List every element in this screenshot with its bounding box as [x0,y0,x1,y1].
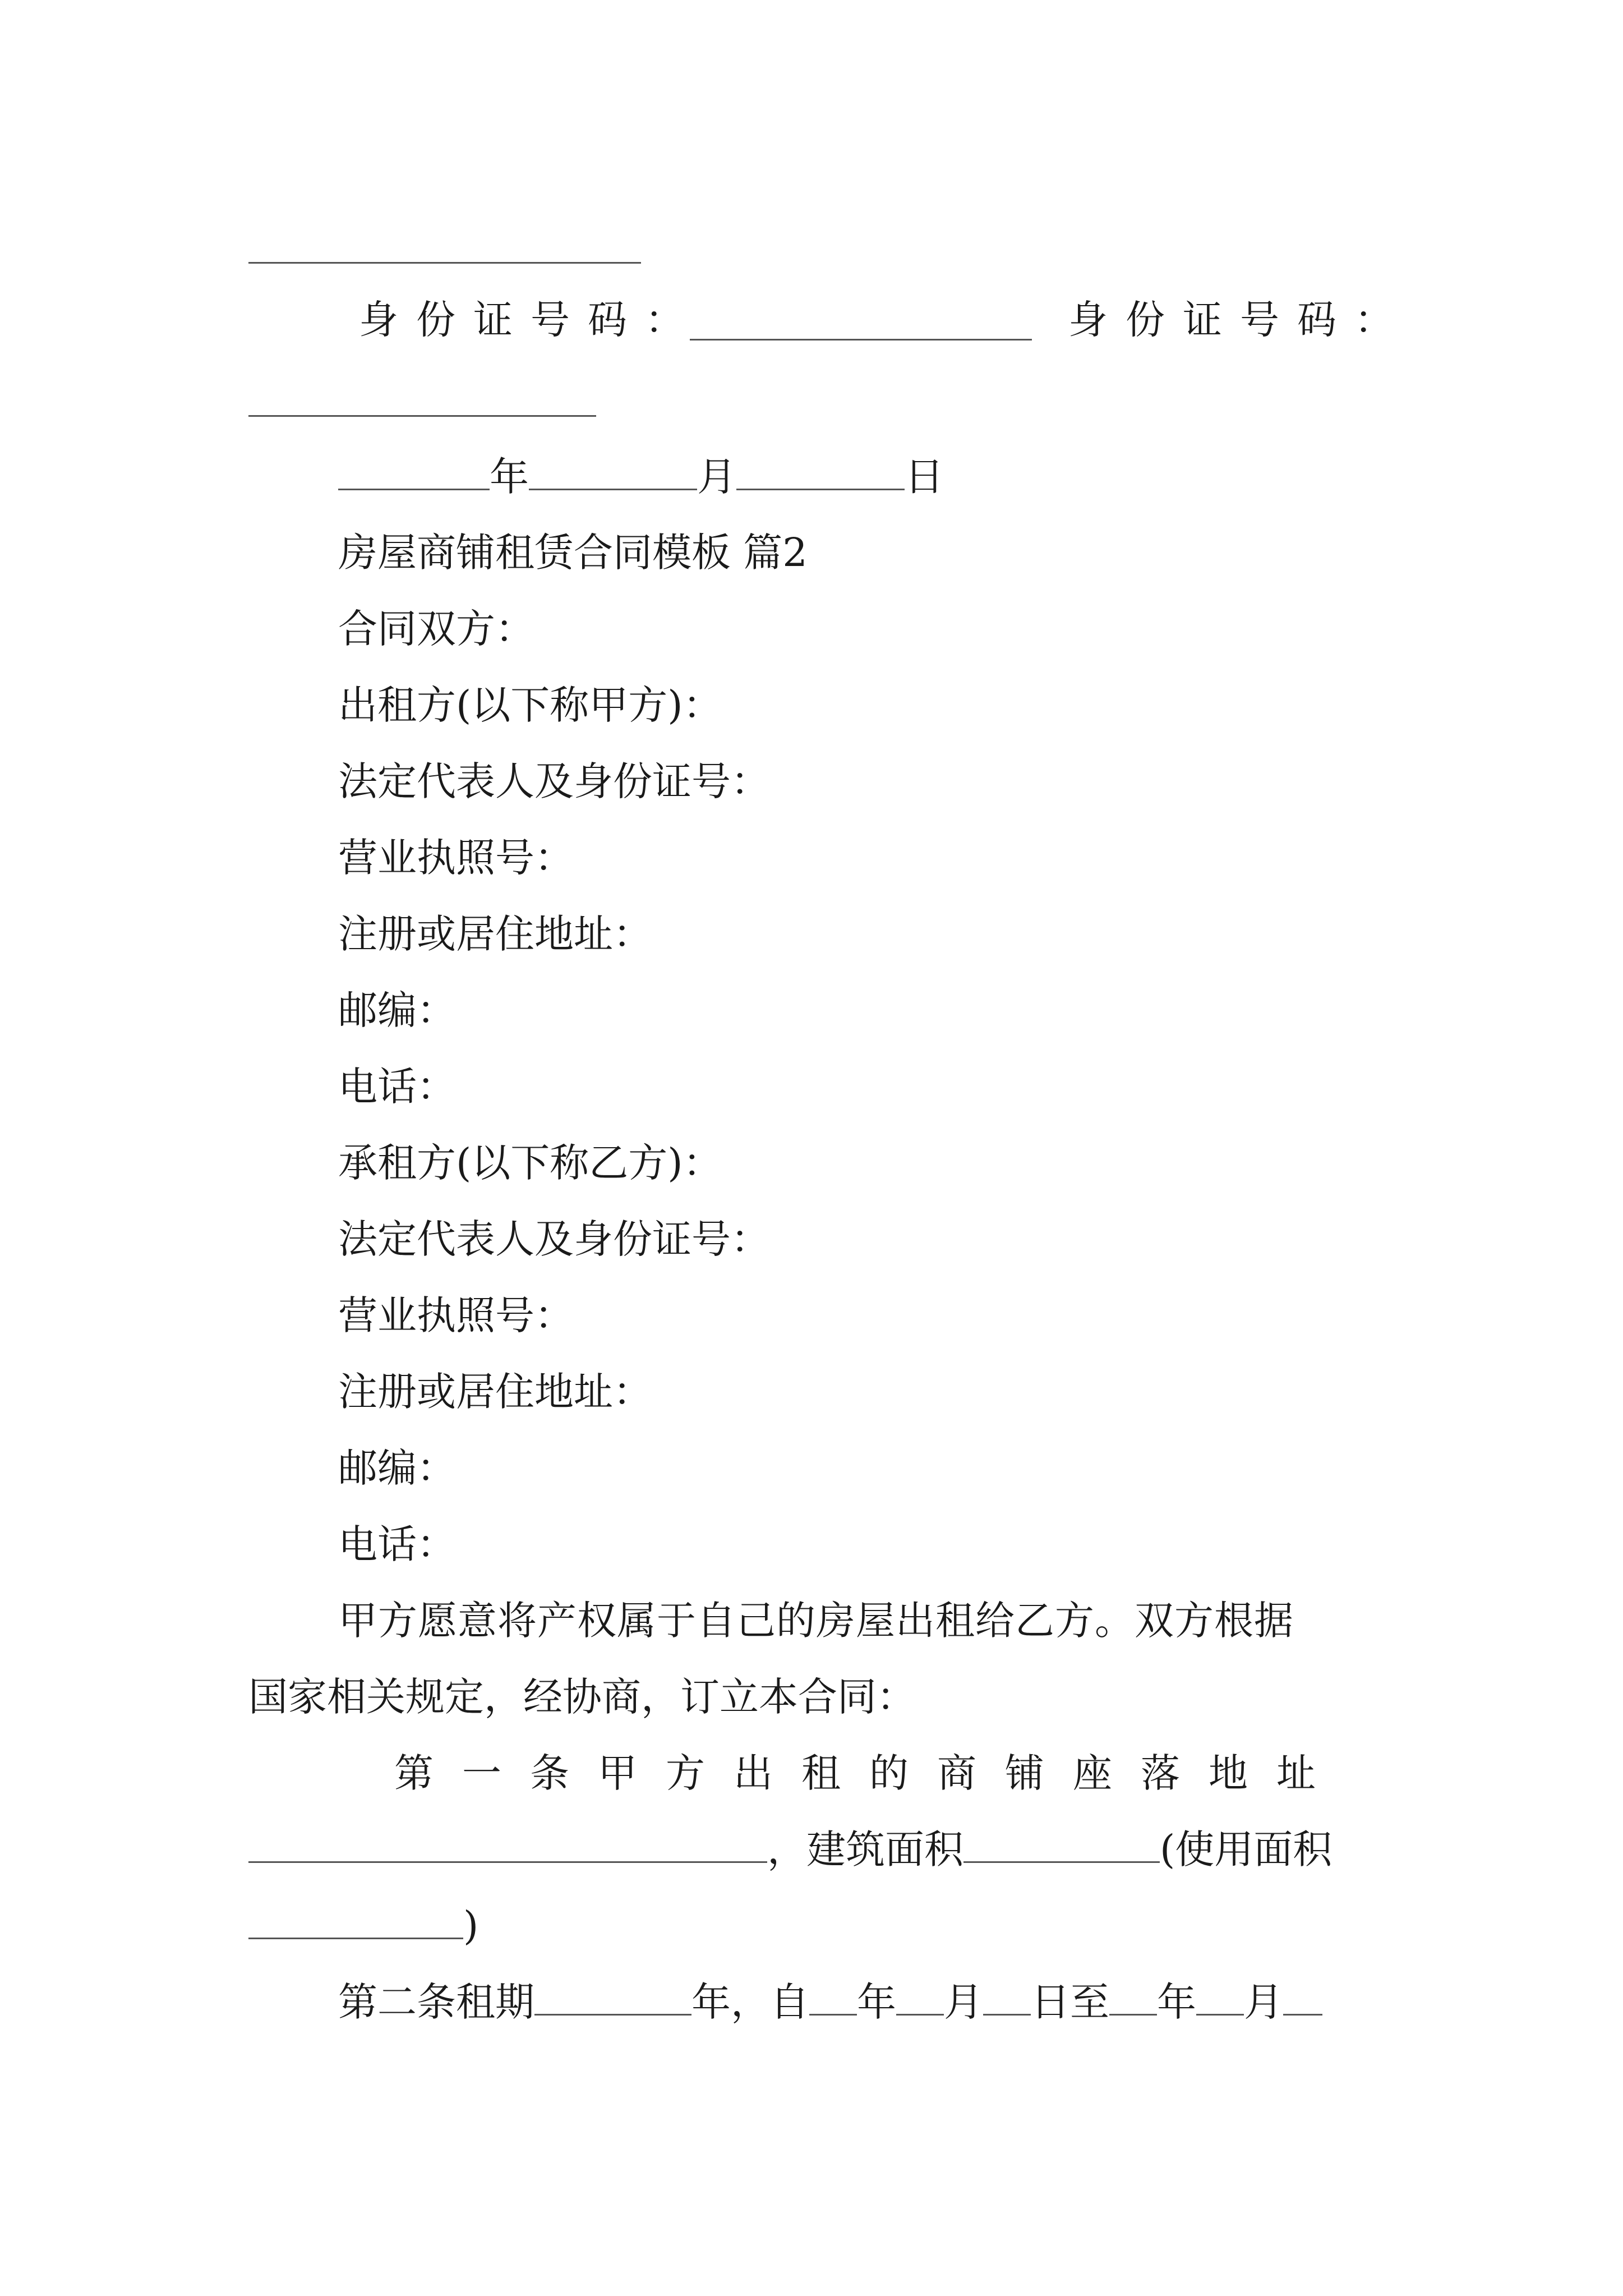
id-number-blank-left [690,339,1032,341]
lessor-address: 注册或居住地址： [338,911,652,957]
article1-line-1: 第一条甲方出租的商铺座落地址 [394,1750,1344,1796]
start-month-label: 月 [944,1979,983,2025]
id-label-left: 身份证号码： [359,297,702,343]
document-title: 房屋商铺租赁合同模板 篇2 [338,530,808,576]
lessor-license: 营业执照号： [338,835,574,881]
lessee-license: 营业执照号： [338,1292,574,1338]
intro-line-2: 国家相关规定，经协商，订立本合同： [248,1674,916,1720]
lessor-heading: 出租方(以下称甲方)： [338,682,722,728]
article1-line-2 [248,1821,1332,1878]
lessee-address: 注册或居住地址： [338,1369,652,1415]
date-line [338,449,944,505]
lease-term-label: 第二条租期 [338,1979,534,2025]
building-area-label: ，建筑面积 [767,1826,963,1872]
id-number-row [359,292,702,348]
lessee-phone: 电话： [338,1521,456,1567]
article2-line [338,1974,1322,2030]
intro-line-1: 甲方愿意将产权属于自己的房屋出租给乙方。双方根据 [338,1598,1294,1644]
end-month-label: 月 [1244,1979,1283,2025]
id-number-row-right [1068,292,1412,348]
use-area-label: (使用面积 [1160,1826,1332,1872]
lessor-phone: 电话： [338,1064,456,1110]
date-day-label: 日 [905,454,944,500]
lessor-legal-rep: 法定代表人及身份证号： [338,758,770,804]
lessor-postcode: 邮编： [338,987,456,1033]
end-year-label: 年 [1157,1979,1196,2025]
id-label-right: 身份证号码： [1068,297,1412,343]
lessee-legal-rep: 法定代表人及身份证号： [338,1216,770,1262]
article1-line-3 [248,1898,478,1954]
id-number-blank-right [248,415,596,417]
lessee-postcode: 邮编： [338,1445,456,1491]
date-year-label: 年 [490,454,529,500]
date-month-label: 月 [697,454,736,500]
signature-blank-line [248,262,641,264]
start-day-to-label: 日至 [1031,1979,1109,2025]
lease-years-label: 年，自 [691,1979,809,2025]
parties-heading: 合同双方： [338,606,534,652]
use-area-close: ) [463,1903,479,1949]
lessee-heading: 承租方(以下称乙方)： [338,1140,722,1186]
start-year-label: 年 [857,1979,896,2025]
